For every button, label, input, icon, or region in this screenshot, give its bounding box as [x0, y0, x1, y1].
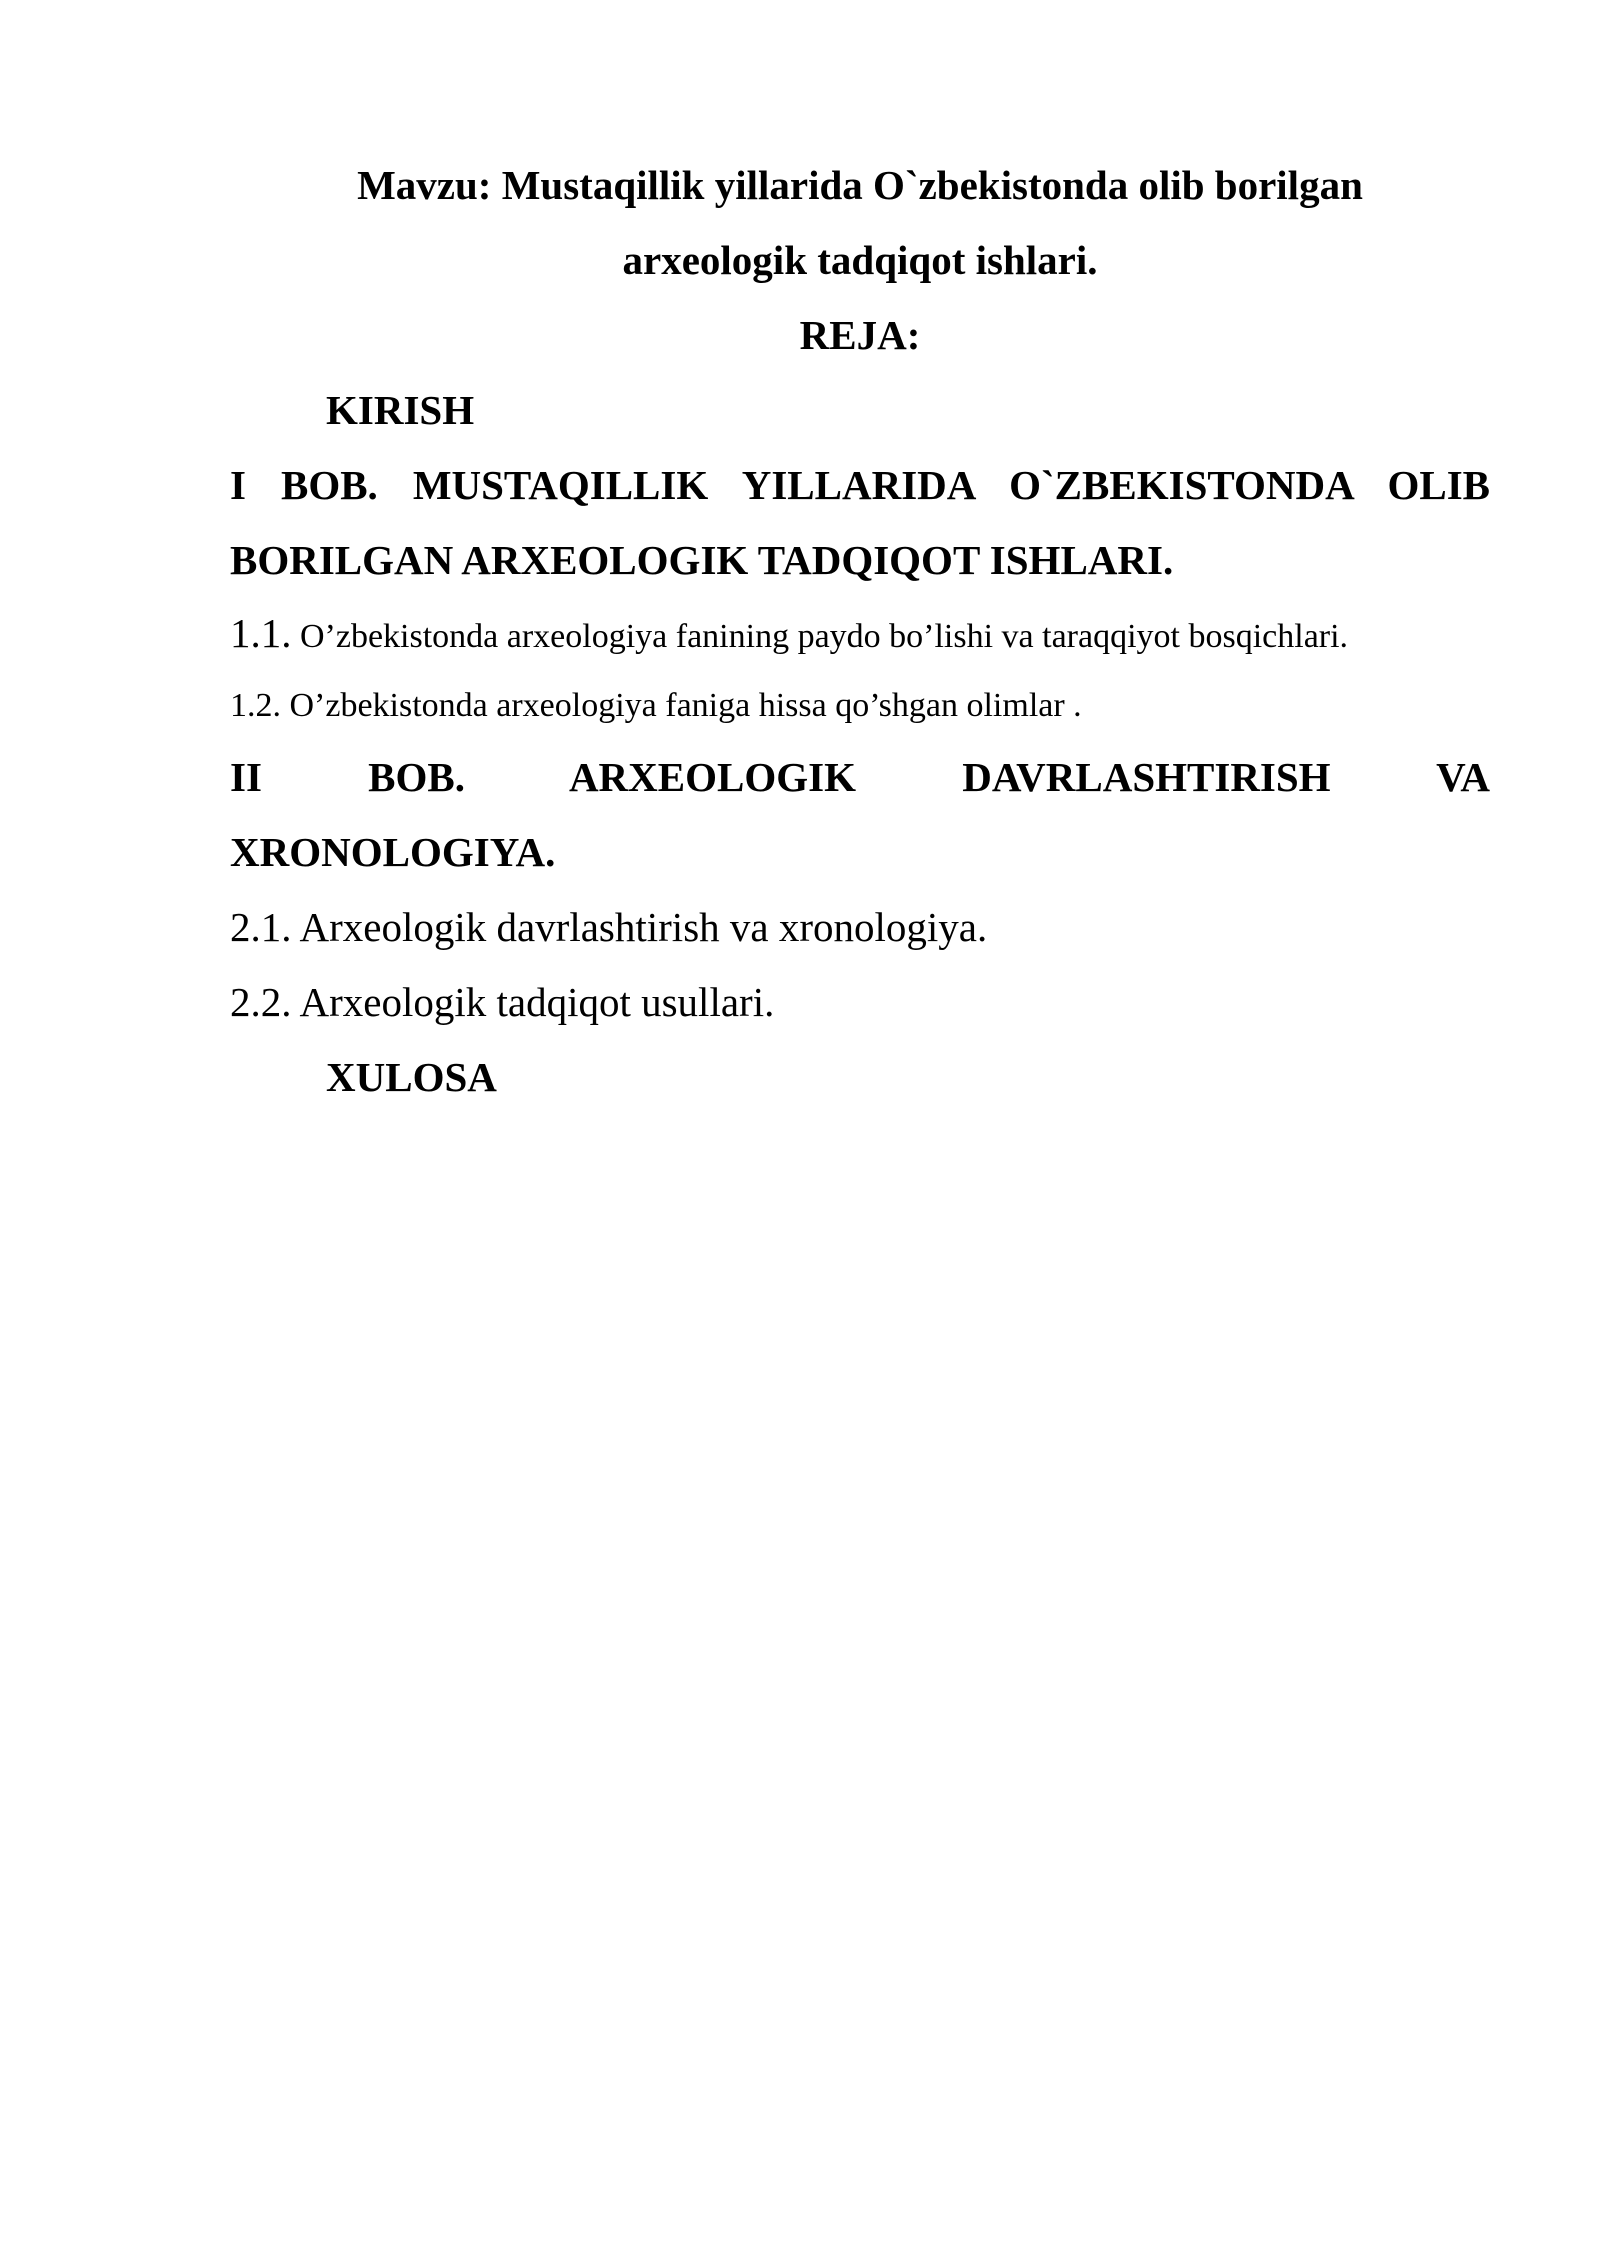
section-1-1: [230, 598, 1490, 672]
document-title: [230, 148, 1490, 298]
section-1-2: 1.2. O’zbekistonda arxeologiya faniga hissa qo’shgan olimlar .: [230, 687, 1082, 724]
chapter-2-heading: [230, 740, 1490, 890]
section-2-1: 2.1. Arxeologik davrlashtirish va xronologiya.: [230, 904, 988, 950]
chapter-1-line-1: I BOB. MUSTAQILLIK YILLARIDA O`ZBEKISTONDA OLIB: [230, 462, 1490, 508]
chapter-2-line-1: II BOB. ARXEOLOGIK DAVRLASHTIRISH VA: [230, 754, 1490, 800]
chapter-1-line-2: BORILGAN ARXEOLOGIK TADQIQOT ISHLARI.: [230, 537, 1174, 583]
plan-item-intro: KIRISH: [326, 387, 475, 433]
section-1-1-text: O’zbekistonda arxeologiya fanining paydo bo’lishi va taraqqiyot bosqichlari.: [300, 618, 1349, 655]
plan-item-conclusion: XULOSA: [326, 1054, 497, 1100]
chapter-2-line-2: XRONOLOGIYA.: [230, 829, 556, 875]
section-2-2: 2.2. Arxeologik tadqiqot usullari.: [230, 979, 775, 1025]
document-content: [230, 148, 1490, 1115]
chapter-1-heading: [230, 448, 1490, 598]
plan-heading: REJA:: [799, 312, 921, 358]
title-line-2: arxeologik tadqiqot ishlari.: [622, 237, 1098, 283]
title-line-1: Mavzu: Mustaqillik yillarida O`zbekistonda olib borilgan: [357, 162, 1363, 208]
section-1-1-number: 1.1.: [230, 610, 292, 656]
